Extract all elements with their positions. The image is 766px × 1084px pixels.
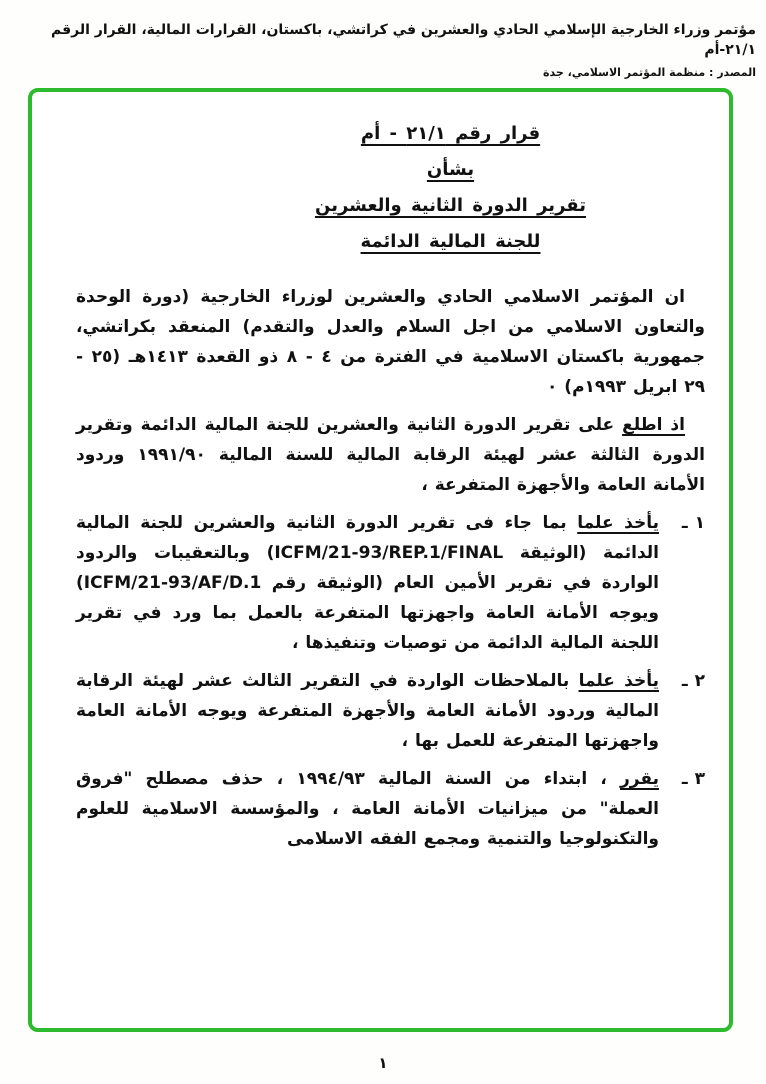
item-2-lead: يأخذ علما (578, 671, 660, 691)
page-number: ١ (378, 1054, 388, 1072)
preamble-text: على تقرير الدورة الثانية والعشرين للجنة المالية الدائمة وتقرير الدورة الثالثة عشر لهيئة الرقابة المالية للسنة المالية ١٩٩١/٩٠ وردود الأمانة العامة والأجهزة المتفرعة ، (76, 415, 705, 495)
intro-text: ان المؤتمر الاسلامي الحادي والعشرين لوزراء الخارجية (دورة الوحدة والتعاون الاسلامي من اجل السلام والعدل والتقدم) المنعقد بكراتشي، جمهورية باكستان الاسلامية في الفترة من ٤ - ٨ ذو القعدة ١٤١٣هـ (٢٥ - ٢٩ ابريل ١٩٩٣م) ٠ (76, 287, 705, 397)
header-citation: مؤتمر وزراء الخارجية الإسلامي الحادي والعشرين في كراتشي، باكستان، القرارات المالية، القرار الرقم ٢١/١-أم (50, 22, 756, 58)
document-frame (28, 88, 733, 1032)
item-1-text: بما جاء فى تقرير الدورة الثانية والعشرين للجنة المالية الدائمة (الوثيقة ICFM/21-93/REP.1/FINAL) وبالتعقيبات والردود الواردة في تقرير الأمين العام (الوثيقة رقم ICFM/21-93/AF/D.1) ويوجه الأمانة العامة واجهزتها المتفرعة بالعمل بما ورد في تقرير اللجنة المالية الدائمة من توصيات وتنفيذها ، (76, 513, 660, 653)
page-header (10, 20, 756, 81)
item-1-number: ١ ـ (681, 513, 705, 533)
item-2-number: ٢ ـ (681, 671, 705, 691)
item-1-body (76, 508, 659, 658)
resolution-item-1 (76, 508, 705, 658)
resolution-subject-line2: للجنة المالية الدائمة (360, 231, 541, 252)
preamble-paragraph (76, 410, 705, 500)
item-3-text: ، ابتداء من السنة المالية ١٩٩٤/٩٣ ، حذف مصطلح "فروق العملة" من ميزانيات الأمانة العامة ، والمؤسسة الاسلامية للعلوم والتكنولوجيا والتنمية ومجمع الفقه الاسلامى (76, 769, 659, 849)
resolution-subject-line1: تقرير الدورة الثانية والعشرين (315, 195, 586, 216)
header-source: المصدر : منظمة المؤتمر الاسلامي، جدة (543, 66, 756, 79)
resolution-subject-label: بشأن (426, 159, 475, 180)
document-content (32, 92, 729, 1028)
item-3-number: ٣ ـ (681, 769, 705, 789)
item-3-lead: يقرر (620, 769, 659, 789)
resolution-item-3 (76, 764, 705, 854)
resolution-titles (76, 116, 705, 260)
preamble-lead: اذ اطلع (622, 415, 685, 435)
resolution-item-2 (76, 666, 705, 756)
item-3-body (76, 764, 659, 854)
item-2-text: بالملاحظات الواردة في التقرير الثالث عشر لهيئة الرقابة المالية وردود الأمانة العامة والأجهزة المتفرعة ويوجه الأمانة العامة واجهزتها المتفرعة للعمل بها ، (76, 671, 659, 751)
item-2-body (76, 666, 659, 756)
resolution-number-title: قرار رقم ٢١/١ - أم (360, 123, 541, 144)
intro-paragraph (76, 282, 705, 402)
item-1-lead: يأخذ علما (577, 513, 659, 533)
